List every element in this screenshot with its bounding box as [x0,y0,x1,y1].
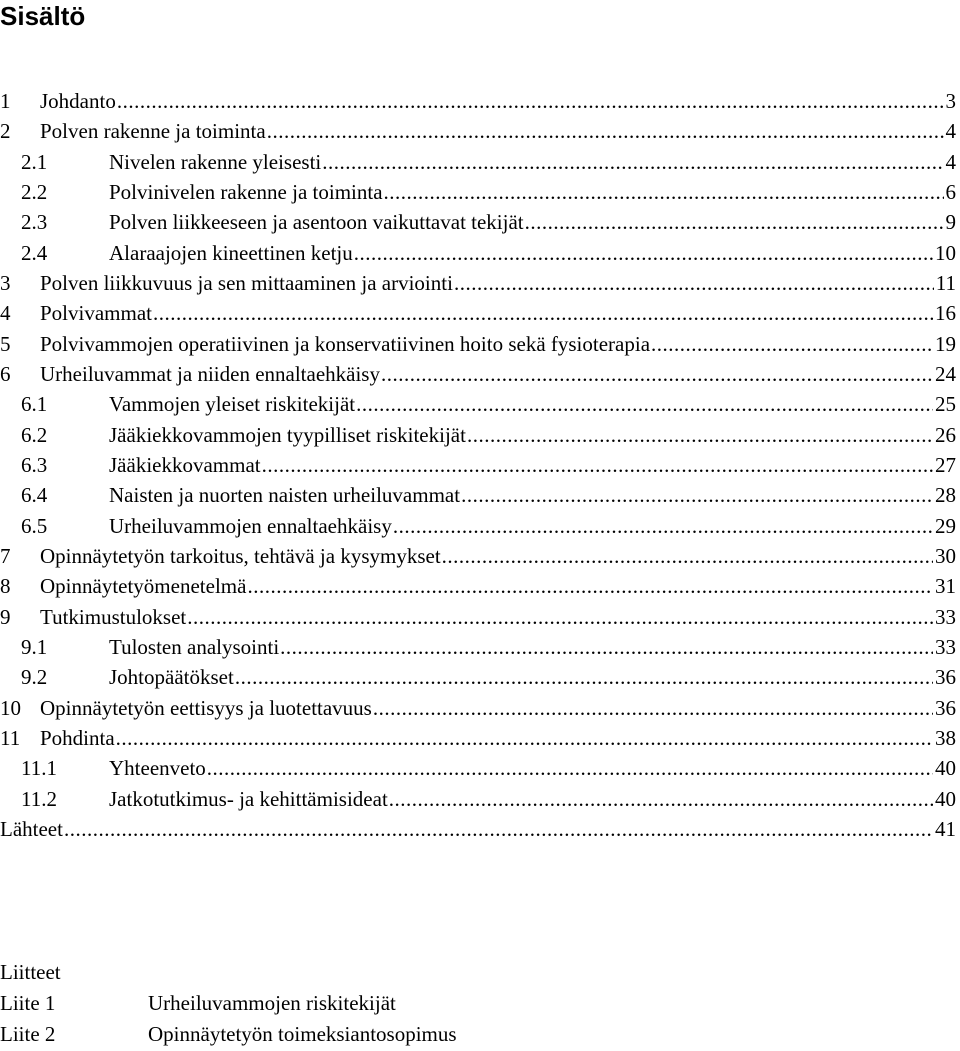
toc-entry-number: 2.2 [21,179,48,204]
dot-leader [116,723,933,753]
toc-entry[interactable] [0,420,956,450]
toc-entry-number: 9 [0,604,11,629]
appendices-heading: Liitteet [0,960,61,984]
toc-entry[interactable] [0,298,956,328]
toc-entry-number: 6.4 [21,483,48,508]
toc-entry-label: Polvinivelen rakenne ja toiminta [109,179,383,204]
toc-entry-number: 9.2 [21,665,48,690]
toc-entry-number: 11 [0,725,21,750]
toc-entry-page-number: 26 [935,422,956,447]
page-title: Sisältö [0,1,86,31]
toc-entry-number: 7 [0,543,11,568]
toc-entry-label: Johtopäätökset [109,665,234,690]
dot-leader [454,268,934,298]
toc-entry-label: Jääkiekkovammojen tyypilliset riskitekijät [109,422,466,447]
dot-leader [153,298,933,328]
toc-entry-page-number: 25 [935,392,956,417]
toc-entry-page-number: 40 [935,756,956,781]
toc-entry-label: Opinnäytetyön tarkoitus, tehtävä ja kysymykset [40,543,441,568]
toc-entry-label: Jääkiekkovammat [109,452,261,477]
toc-entry-label: Opinnäytetyön eettisyys ja luotettavuus [40,695,372,720]
toc-entry-page-number: 11 [935,270,956,295]
toc-entry-page-number: 40 [935,786,956,811]
toc-entry-number: 8 [0,574,11,599]
appendix-item[interactable] [0,1019,700,1050]
toc-entry-number: 6.1 [21,392,48,417]
toc-entry[interactable] [0,602,956,632]
toc-entry-label: Polvivammat [40,301,152,326]
dot-leader [461,480,933,510]
toc-entry-number: 3 [0,270,11,295]
toc-entry-page-number: 36 [935,695,956,720]
toc-entry-page-number: 27 [935,452,956,477]
toc-entry-label: Johdanto [40,89,116,113]
toc-entry[interactable] [0,693,956,723]
toc-entry-number: 4 [0,301,11,326]
toc-entry-page-number: 6 [945,179,956,204]
toc-entry-number: 11.2 [21,786,57,811]
toc-entry-label: Polven liikkeeseen ja asentoon vaikuttavat tekijät [109,210,524,235]
toc-entry-number: 5 [0,331,11,356]
dot-leader [356,389,933,419]
toc-entry-label: Tutkimustulokset [40,604,187,629]
dot-leader [322,147,943,177]
toc-entry-label: Polven liikkuvuus ja sen mittaaminen ja arviointi [40,270,453,295]
toc-entry-page-number: 38 [935,725,956,750]
toc-entry-page-number: 33 [935,604,956,629]
toc-entry-number: 1 [0,89,11,113]
toc-entry-number: 2 [0,119,11,144]
toc-entry[interactable] [0,784,956,814]
dot-leader [262,450,933,480]
appendix-title: Urheiluvammojen riskitekijät [148,991,396,1015]
toc-entry-page-number: 4 [945,149,956,174]
toc-entry-page-number: 4 [945,119,956,144]
toc-entry-page-number: 41 [935,816,956,841]
dot-leader [247,571,933,601]
toc-entry[interactable] [0,329,956,359]
dot-leader [442,541,933,571]
toc-entry-page-number: 28 [935,483,956,508]
toc-entry[interactable] [0,359,956,389]
dot-leader [280,632,933,662]
appendix-item[interactable] [0,988,700,1019]
dot-leader [651,329,933,359]
dot-leader [393,511,933,541]
toc-entry-page-number: 30 [935,543,956,568]
toc-entry-label: Yhteenveto [109,756,206,781]
toc-entry-page-number: 9 [945,210,956,235]
table-of-contents [0,86,956,844]
toc-entry[interactable] [0,389,956,419]
toc-entry[interactable] [0,723,956,753]
toc-entry-page-number: 16 [935,301,956,326]
dot-leader [235,662,933,692]
dot-leader [117,86,944,116]
toc-entry-number: 2.3 [21,210,48,235]
toc-entry-page-number: 31 [935,574,956,599]
toc-entry-page-number: 29 [935,513,956,538]
appendix-title: Opinnäytetyön toimeksiantosopimus [148,1022,457,1046]
toc-entry-number: 6.5 [21,513,48,538]
toc-entry-page-number: 33 [935,634,956,659]
toc-entry[interactable] [0,480,956,510]
dot-leader [381,359,933,389]
toc-entry-label: Polven rakenne ja toiminta [40,119,266,144]
toc-entry-number: 6.3 [21,452,48,477]
dot-leader [373,693,933,723]
dot-leader [525,207,944,237]
toc-entry-page-number: 36 [935,665,956,690]
toc-entry-page-number: 19 [935,331,956,356]
dot-leader [384,177,944,207]
dot-leader [207,753,933,783]
toc-entry-number: 10 [0,695,21,720]
toc-entry-page-number: 3 [945,89,956,113]
appendix-id: Liite 1 [0,991,56,1015]
toc-entry-number: 9.1 [21,634,48,659]
toc-entry-number: 2.1 [21,149,48,174]
toc-entry-page-number: 10 [935,240,956,265]
toc-entry[interactable] [0,268,956,298]
toc-entry-number: 6 [0,361,11,386]
toc-entry-page-number: 24 [935,361,956,386]
toc-entry-label: Jatkotutkimus- ja kehittämisideat [109,786,388,811]
toc-entry[interactable] [0,511,956,541]
dot-leader [187,602,933,632]
toc-entry[interactable] [0,571,956,601]
toc-entry-label: Urheiluvammat ja niiden ennaltaehkäisy [40,361,380,386]
toc-entry[interactable] [0,632,956,662]
toc-entry-number: 6.2 [21,422,48,447]
toc-entry-label: Naisten ja nuorten naisten urheiluvammat [109,483,461,508]
toc-entry-label: Urheiluvammojen ennaltaehkäisy [109,513,392,538]
toc-entry-label: Vammojen yleiset riskitekijät [109,392,356,417]
dot-leader [64,814,933,844]
toc-entry[interactable] [0,450,956,480]
toc-entry[interactable] [0,177,956,207]
dot-leader [467,420,933,450]
dot-leader [354,238,933,268]
toc-entry-label: Tulosten analysointi [109,634,280,659]
toc-entry-label: Pohdinta [40,725,115,750]
toc-entry[interactable] [0,207,956,237]
toc-entry-label: Lähteet [0,816,63,841]
dot-leader [267,116,944,146]
toc-entry[interactable] [0,662,956,692]
toc-entry[interactable] [0,814,956,844]
toc-entry[interactable] [0,238,956,268]
toc-entry-label: Opinnäytetyömenetelmä [40,574,247,599]
toc-entry[interactable] [0,753,956,783]
toc-entry-label: Polvivammojen operatiivinen ja konservatiivinen hoito sekä fysioterapia [40,331,651,356]
toc-entry[interactable] [0,86,956,116]
appendices-section [0,957,700,1050]
toc-entry-label: Nivelen rakenne yleisesti [109,149,322,174]
toc-entry[interactable] [0,116,956,146]
dot-leader [389,784,933,814]
toc-entry-label: Alaraajojen kineettinen ketju [109,240,353,265]
toc-entry-number: 11.1 [21,756,57,781]
toc-entry-number: 2.4 [21,240,48,265]
appendix-id: Liite 2 [0,1022,56,1046]
toc-entry[interactable] [0,541,956,571]
toc-entry[interactable] [0,147,956,177]
